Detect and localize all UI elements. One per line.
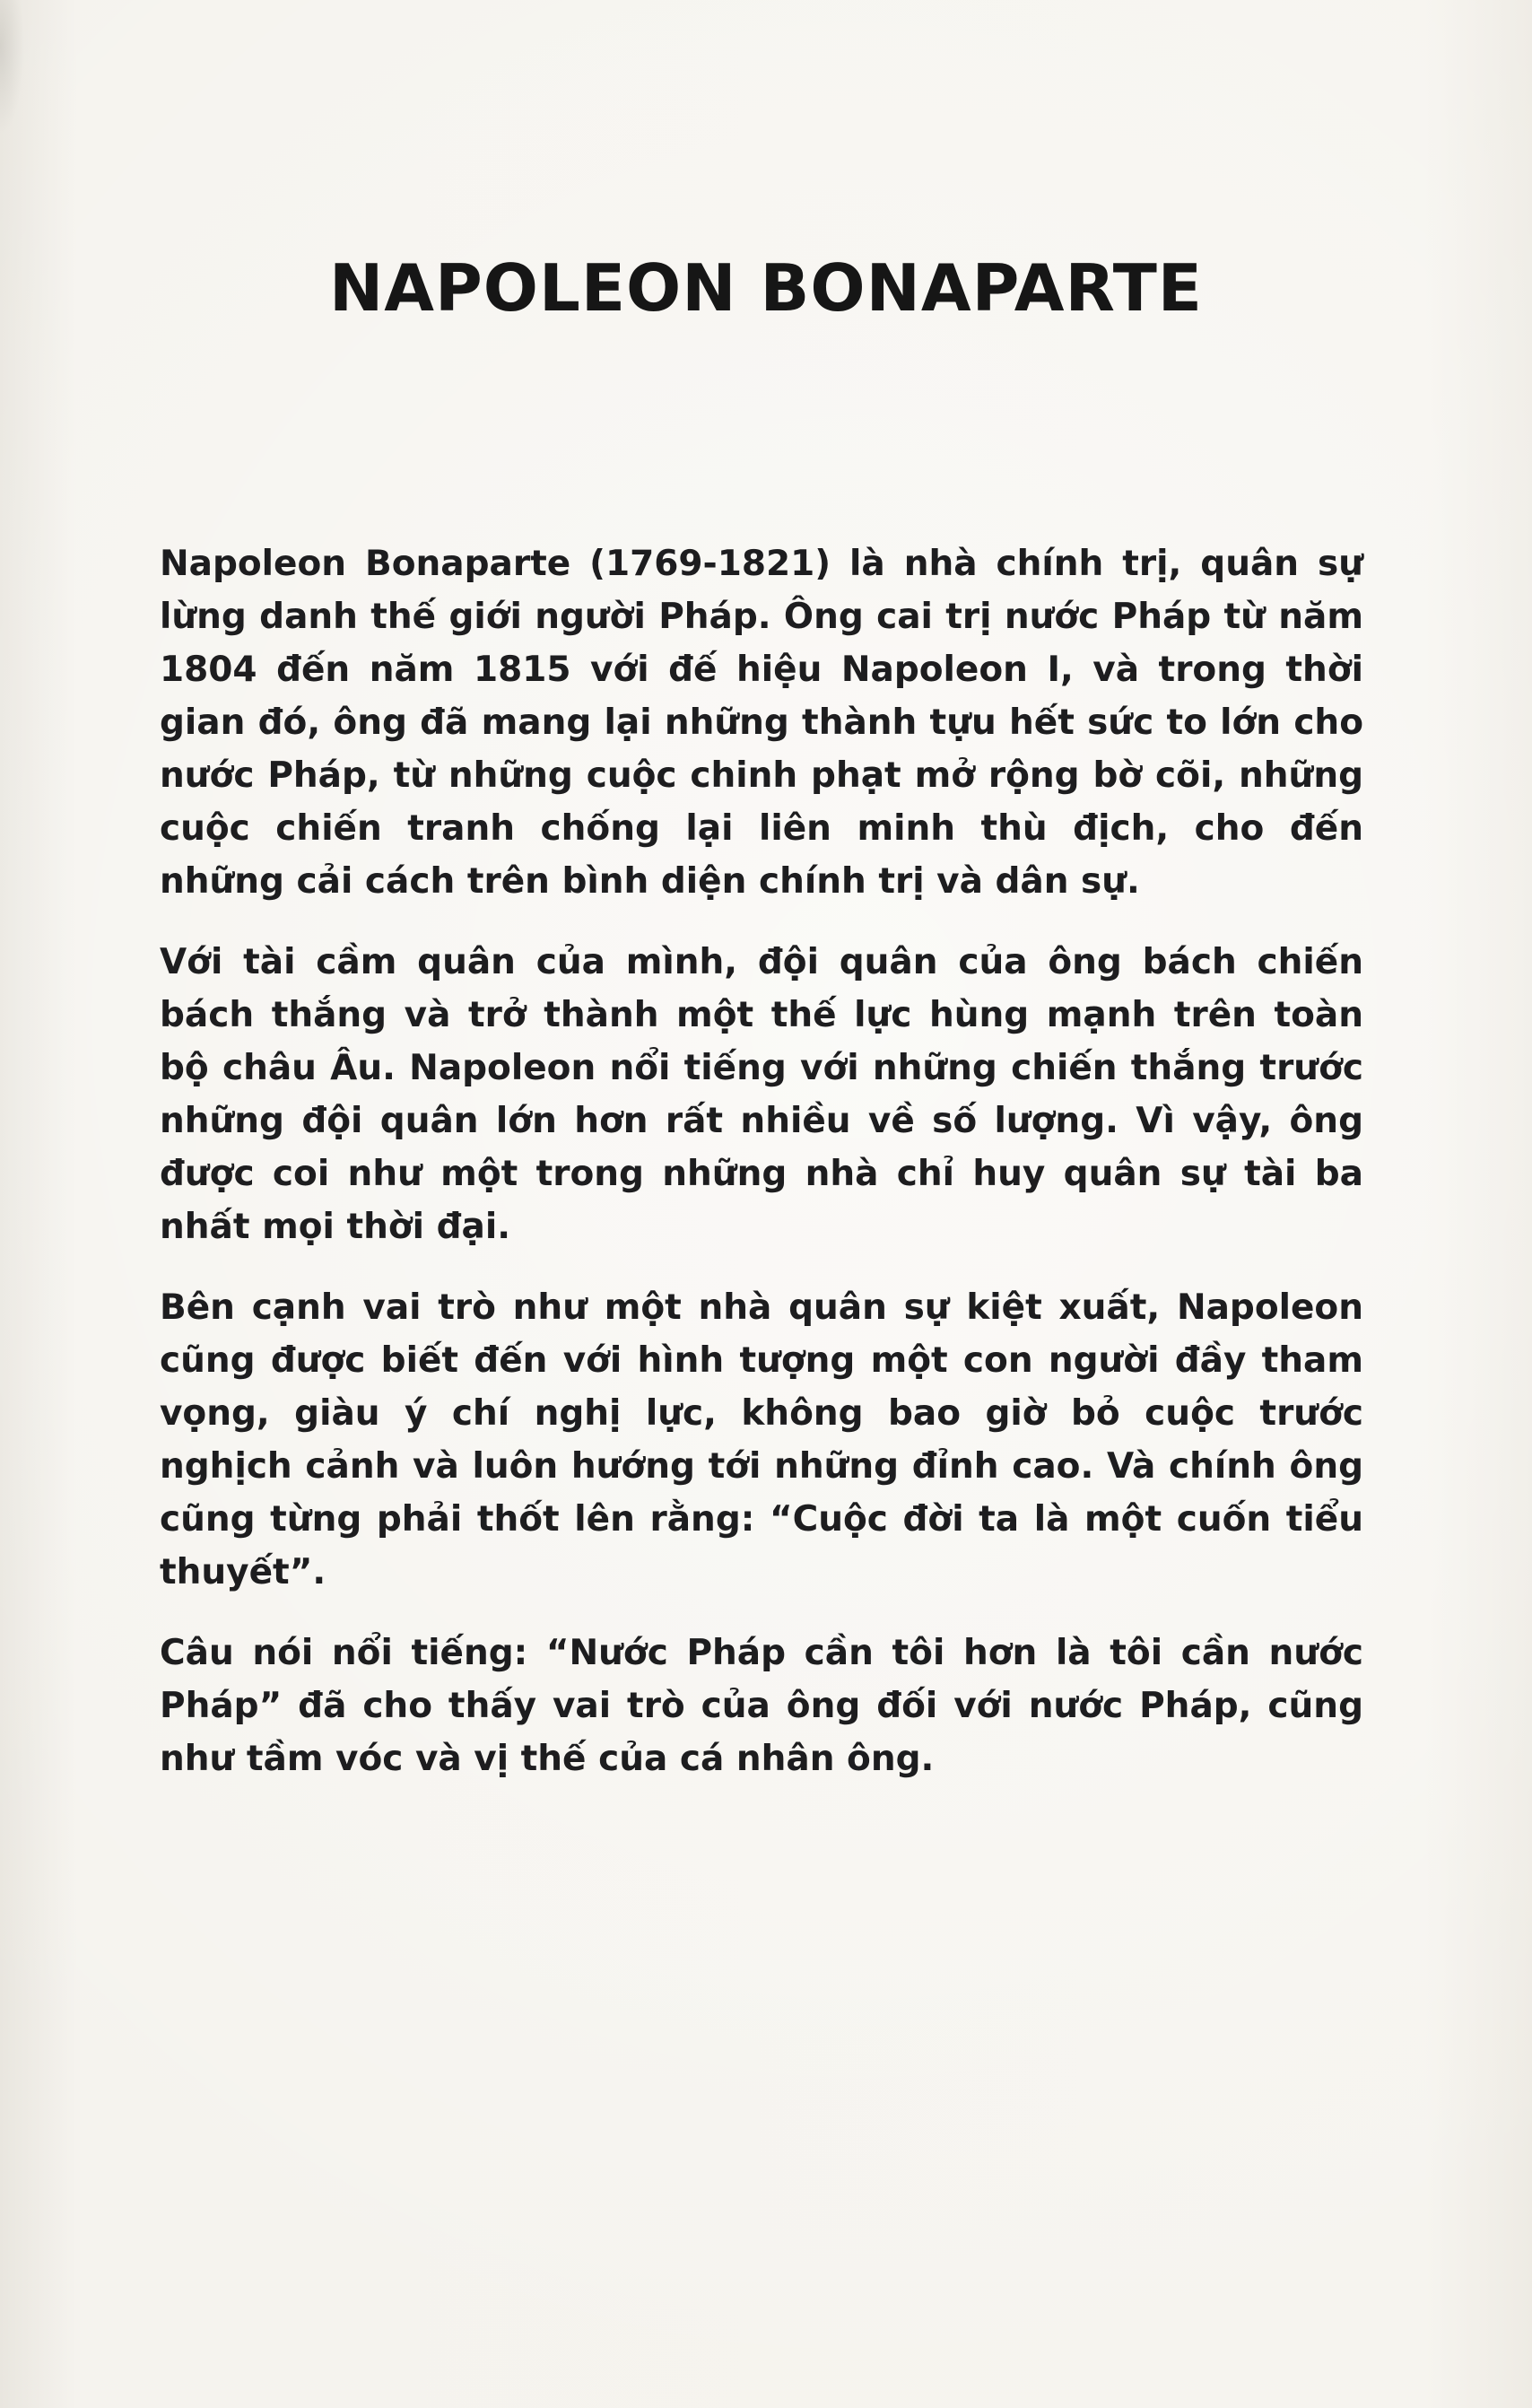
page-content bbox=[160, 537, 1363, 1785]
paragraph-military: Với tài cầm quân của mình, đội quân của ông bách chiến bách thắng và trở thành một thế lực hùng mạnh trên toàn bộ châu Âu. Napoleon nổi tiếng với những chiến thắng trước những đội quân lớn hơn rất nhiều về số lượng. Vì vậy, ông được coi như một trong những nhà chỉ huy quân sự tài ba nhất mọi thời đại. bbox=[160, 942, 1363, 1248]
paragraph-character: Bên cạnh vai trò như một nhà quân sự kiệt xuất, Napoleon cũng được biết đến với hình tượng một con người đầy tham vọng, giàu ý chí nghị lực, không bao giờ bỏ cuộc trước nghịch cảnh và luôn hướng tới những đỉnh cao. Và chính ông cũng từng phải thốt lên rằng: “Cuộc đời ta là một cuốn tiểu thuyết”. bbox=[160, 1287, 1363, 1593]
paragraph-quote: Câu nói nổi tiếng: “Nước Pháp cần tôi hơn là tôi cần nước Pháp” đã cho thấy vai trò của ông đối với nước Pháp, cũng như tầm vóc và vị thế của cá nhân ông. bbox=[160, 1633, 1363, 1780]
paragraph-intro: Napoleon Bonaparte (1769-1821) là nhà chính trị, quân sự lừng danh thế giới người Pháp. Ông cai trị nước Pháp từ năm 1804 đến năm 1815 với đế hiệu Napoleon I, và trong thời gian đó, ông đã mang lại những thành tựu hết sức to lớn cho nước Pháp, từ những cuộc chinh phạt mở rộng bờ cõi, những cuộc chiến tranh chống lại liên minh thù địch, cho đến những cải cách trên bình diện chính trị và dân sự. bbox=[160, 544, 1363, 903]
page-title: NAPOLEON BONAPARTE bbox=[328, 250, 1203, 326]
